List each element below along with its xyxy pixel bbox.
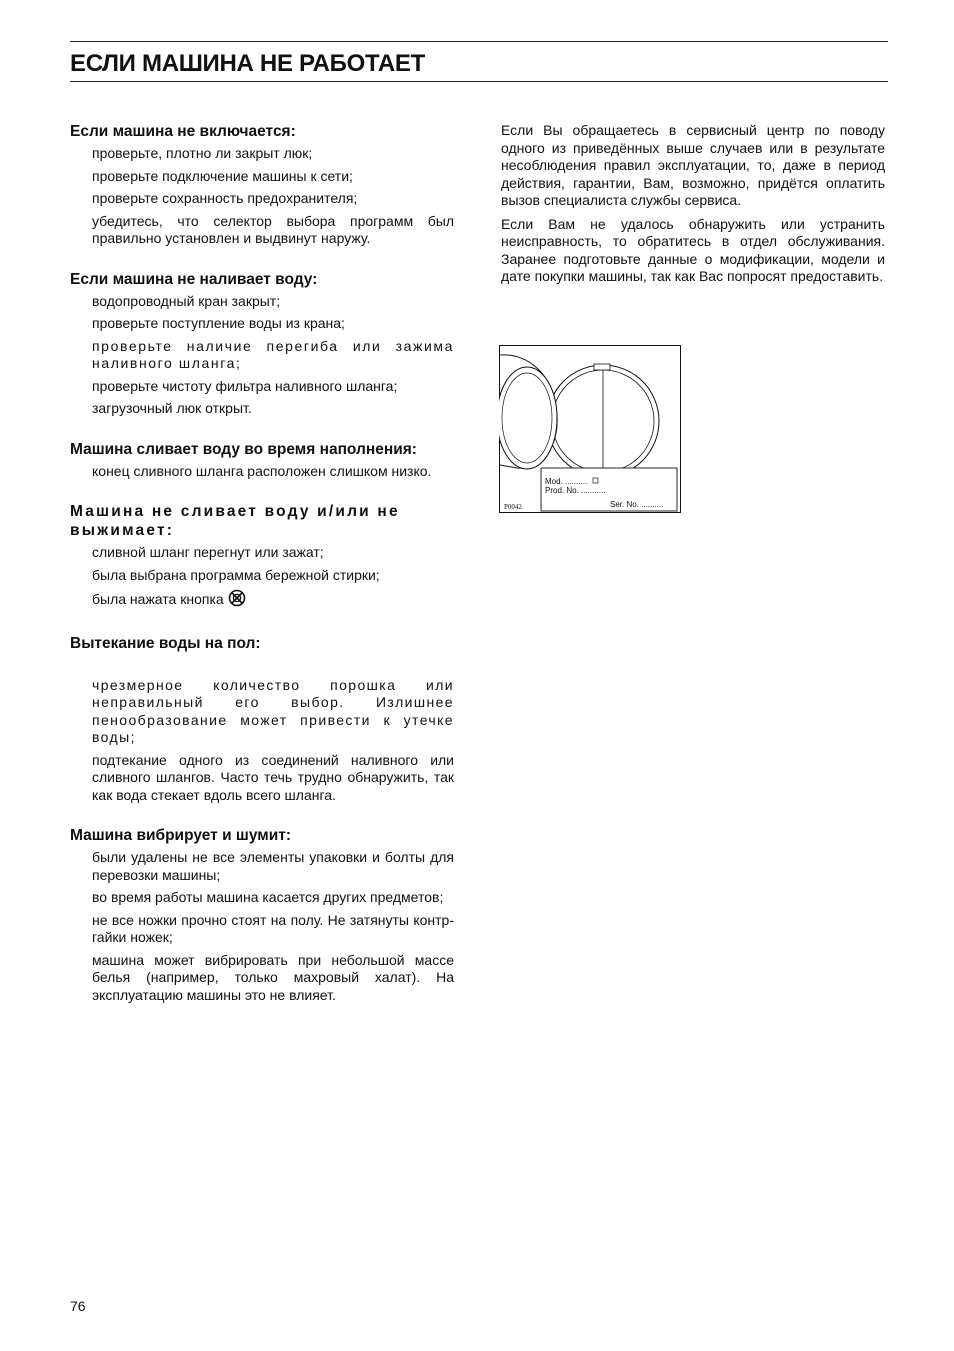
list-item: проверьте, плотно ли закрыт люк; [92,145,313,161]
rating-plate-illustration [499,345,681,513]
list-item [92,589,454,612]
list-item: сливной шланг перегнут или зажат; [92,544,324,560]
section-drain-while-filling [70,440,454,481]
section-no-drain [70,502,454,612]
section-heading: Если машина не наливает воду: [70,270,318,288]
title-underline [70,81,888,82]
service-paragraph: Если Вам не удалось обнаружить или устранить неисправность, то обратитесь в отдел обслуживания. Заранее подготовьте данные о модификации, модели и дате покупки машины, так как Вас попросят предоставить. [501,215,885,284]
section-vibration [70,826,454,1004]
list-item-text: была нажата кнопка [92,591,224,607]
list-item: машина может вибрировать при небольшой массе белья (например, только махровый халат). На эксплуатацию машины это не влияет. [92,951,454,1003]
list-item: загрузочный люк открыт. [92,400,252,416]
list-item: проверьте подключение машины к сети; [92,167,353,184]
section-heading: Машина сливает воду во время наполнения: [70,440,417,458]
list-item: во время работы машина касается других предметов; [92,889,444,905]
list-item: конец сливного шланга расположен слишком низко. [92,462,432,479]
list-item: проверьте наличие перегиба или зажима наливного шланга; [92,337,454,371]
list-item: водопроводный кран закрыт; [92,292,281,309]
page-title: ЕСЛИ МАШИНА НЕ РАБОТАЕТ [70,50,425,77]
list-item: проверьте поступление воды из крана; [92,315,345,331]
list-item: подтекание одного из соединений наливного или сливного шлангов. Часто течь трудно обнаружить, так как вода стекает вдоль всего шланга. [92,751,454,803]
section-no-power [70,122,454,248]
page-number: 76 [70,1298,86,1314]
list-item: проверьте сохранность предохранителя; [92,190,358,206]
figure-code: P0042 [504,503,522,511]
no-spin-button-icon [228,589,246,612]
top-rule [70,41,888,42]
section-heading: Вытекание воды на пол: [70,634,261,652]
troubleshooting-column [70,122,454,1026]
list-item: проверьте чистоту фильтра наливного шланга; [92,377,398,394]
list-item: были удалены не все элементы упаковки и болты для перевозки машины; [92,849,454,883]
list-item: чрезмерное количество порошка или неправильный его выбор. Излишнее пенообразование может привести к утечке воды; [92,676,454,745]
section-no-water [70,270,454,418]
service-paragraph: Если Вы обращаетесь в сервисный центр по поводу одного из приведённых выше случаев или в результате несоблюдения правил эксплуатации, то, даже в период действия, гарантии, Вам, возможно, придётся оплатить вызов специалиста службы сервиса. [501,122,885,208]
service-info-column [501,122,885,292]
plate-ser-label: Ser. No. .......... [610,500,664,509]
section-heading: Машина вибрирует и шумит: [70,827,291,844]
plate-mod-label: Mod. .......... [545,477,588,486]
section-heading: Машина не сливает воду и/или не выжимает: [70,503,400,539]
list-item: убедитесь, что селектор выбора программ был правильно установлен и выдвинут наружу. [92,212,454,246]
section-leak [70,634,454,805]
plate-prod-label: Prod. No. ........... [545,486,606,495]
list-item: не все ножки прочно стоят на полу. Не затянуты контр-гайки ножек; [92,911,454,945]
list-item: была выбрана программа бережной стирки; [92,566,380,583]
section-heading: Если машина не включается: [70,123,296,140]
